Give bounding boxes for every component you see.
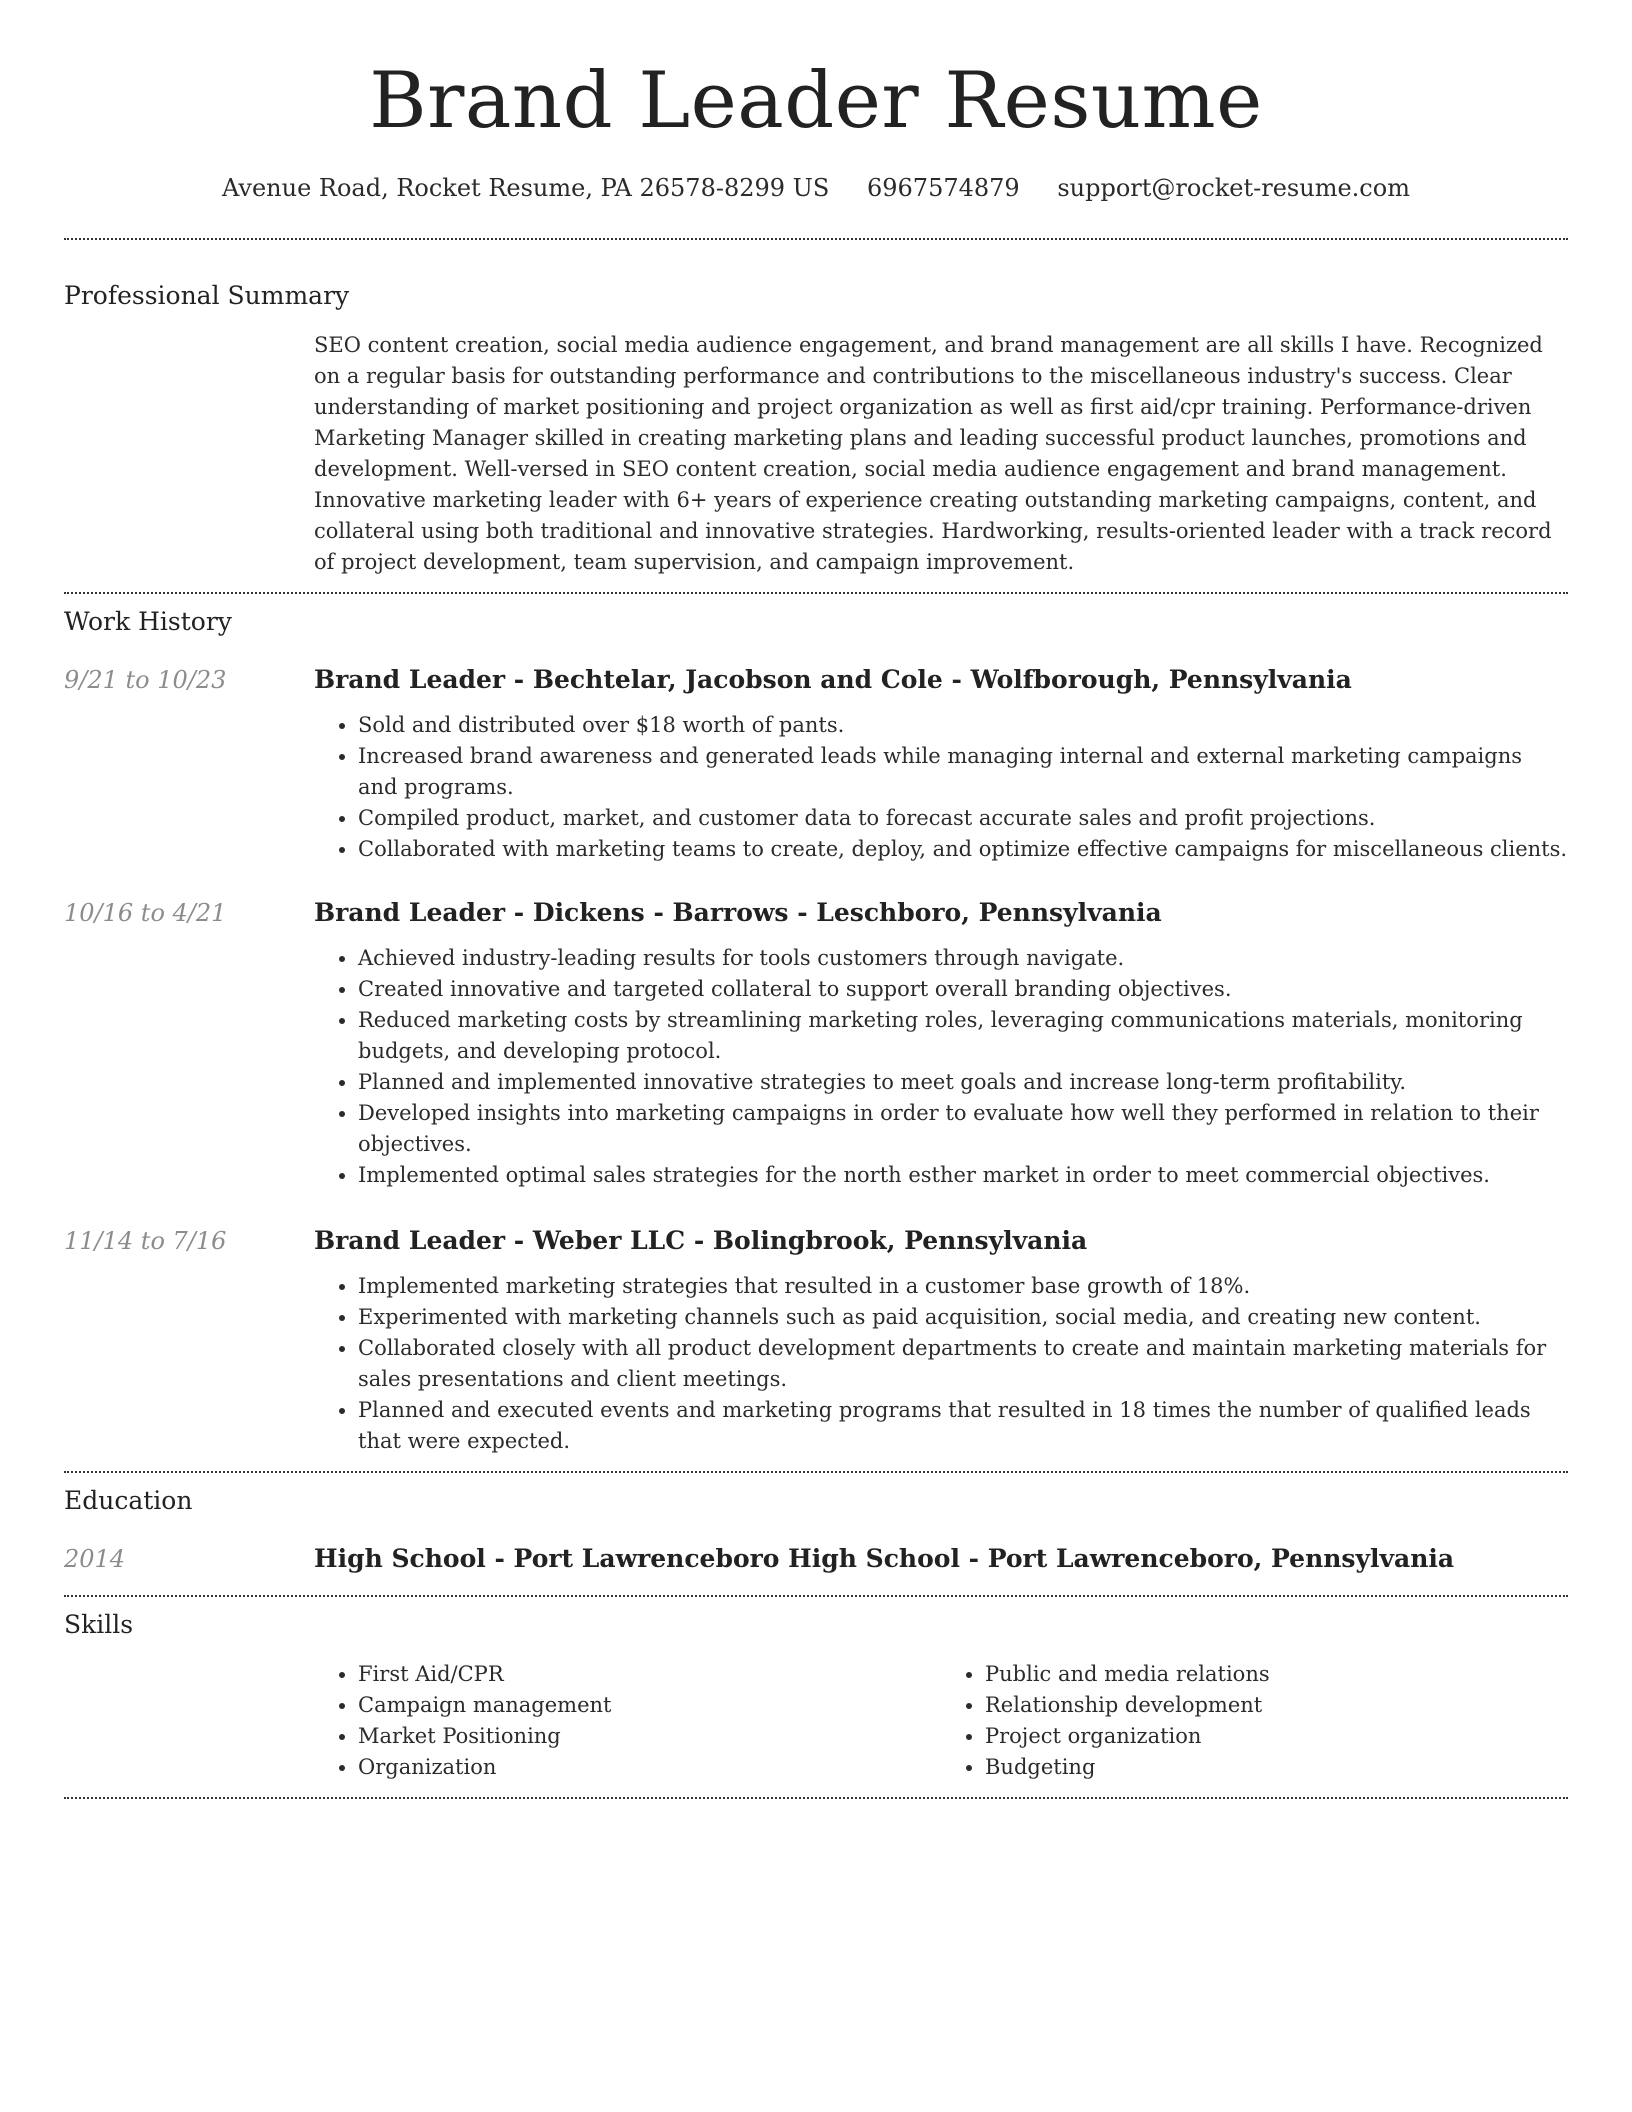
bullet-item: • Implemented marketing strategies that resulted in a customer base growth of 18%.	[358, 1271, 1568, 1302]
bullet-item: • Created innovative and targeted collateral to support overall branding objectives.	[358, 974, 1568, 1005]
summary-heading: Professional Summary	[64, 281, 350, 310]
bullet-item: • Developed insights into marketing campaigns in order to evaluate how well they performed in relation to their objectives.	[358, 1098, 1568, 1160]
contact-email: support@rocket-resume.com	[1057, 174, 1410, 202]
education-year: 2014	[64, 1545, 126, 1573]
skill-item: • Public and media relations	[985, 1659, 1568, 1690]
job-bullets	[314, 943, 1568, 1191]
job-entry	[64, 897, 1568, 1191]
skills-list-left	[314, 1659, 941, 1783]
skills-list-right	[941, 1659, 1568, 1783]
contact-address: Avenue Road, Rocket Resume, PA 26578-8299 US	[222, 174, 830, 202]
bullet-item: • Collaborated with marketing teams to create, deploy, and optimize effective campaigns for miscellaneous clients.	[358, 834, 1568, 865]
education-heading: Education	[64, 1486, 193, 1515]
skill-item: • Relationship development	[985, 1690, 1568, 1721]
bullet-item: • Experimented with marketing channels such as paid acquisition, social media, and creating new content.	[358, 1302, 1568, 1333]
job-bullets	[314, 710, 1568, 865]
work-history-heading: Work History	[64, 607, 232, 636]
contact-phone: 6967574879	[866, 174, 1020, 202]
job-title: Brand Leader - Bechtelar, Jacobson and Cole - Wolfborough, Pennsylvania	[314, 665, 1352, 694]
bullet-item: • Planned and executed events and marketing programs that resulted in 18 times the number of qualified leads that were expected.	[358, 1395, 1568, 1457]
skills-columns	[64, 1659, 1568, 1783]
work-history-section	[64, 594, 1568, 1457]
education-title: High School - Port Lawrenceboro High School - Port Lawrenceboro, Pennsylvania	[314, 1544, 1455, 1573]
contact-line	[64, 172, 1568, 204]
skill-item: • Budgeting	[985, 1752, 1568, 1783]
skills-heading: Skills	[64, 1610, 134, 1639]
bullet-item: • Reduced marketing costs by streamlining marketing roles, leveraging communications materials, monitoring budgets, and developing protocol.	[358, 1005, 1568, 1067]
bullet-item: • Increased brand awareness and generated leads while managing internal and external marketing campaigns and programs.	[358, 741, 1568, 803]
job-dates: 11/14 to 7/16	[64, 1227, 227, 1255]
summary-section	[64, 240, 1568, 578]
skill-item: • Campaign management	[358, 1690, 941, 1721]
skill-item: • First Aid/CPR	[358, 1659, 941, 1690]
job-bullets	[314, 1271, 1568, 1457]
education-entry	[64, 1543, 1568, 1575]
education-section	[64, 1473, 1568, 1575]
job-dates: 10/16 to 4/21	[64, 899, 227, 927]
job-entry	[64, 1225, 1568, 1457]
job-title: Brand Leader - Weber LLC - Bolingbrook, Pennsylvania	[314, 1226, 1088, 1255]
summary-text: SEO content creation, social media audience engagement, and brand management are all skills I have. Recognized on a regular basis for outstanding performance and contributions to the miscellaneous industry's success. Clear understanding of market positioning and project organization as well as first aid/cpr training. Performance-driven Marketing Manager skilled in creating marketing plans and leading successful product launches, promotions and development. Well-versed in SEO content creation, social media audience engagement and brand management. Innovative marketing leader with 6+ years of experience creating outstanding marketing campaigns, content, and collateral using both traditional and innovative strategies. Hardworking, results-oriented leader with a track record of project development, team supervision, and campaign improvement.	[314, 333, 1552, 574]
job-dates: 9/21 to 10/23	[64, 666, 227, 694]
bullet-item: • Collaborated closely with all product development departments to create and maintain marketing materials for sales presentations and client meetings.	[358, 1333, 1568, 1395]
bullet-item: • Implemented optimal sales strategies for the north esther market in order to meet commercial objectives.	[358, 1160, 1568, 1191]
bullet-item: • Compiled product, market, and customer data to forecast accurate sales and profit projections.	[358, 803, 1568, 834]
skill-item: • Organization	[358, 1752, 941, 1783]
bullet-item: • Achieved industry-leading results for tools customers through navigate.	[358, 943, 1568, 974]
divider	[64, 1797, 1568, 1799]
bullet-item: • Sold and distributed over $18 worth of pants.	[358, 710, 1568, 741]
skill-item: • Market Positioning	[358, 1721, 941, 1752]
job-title: Brand Leader - Dickens - Barrows - Leschboro, Pennsylvania	[314, 898, 1162, 927]
resume-title: Brand Leader Resume	[369, 56, 1263, 146]
job-entry	[64, 664, 1568, 865]
skill-item: • Project organization	[985, 1721, 1568, 1752]
bullet-item: • Planned and implemented innovative strategies to meet goals and increase long-term profitability.	[358, 1067, 1568, 1098]
skills-section	[64, 1597, 1568, 1783]
